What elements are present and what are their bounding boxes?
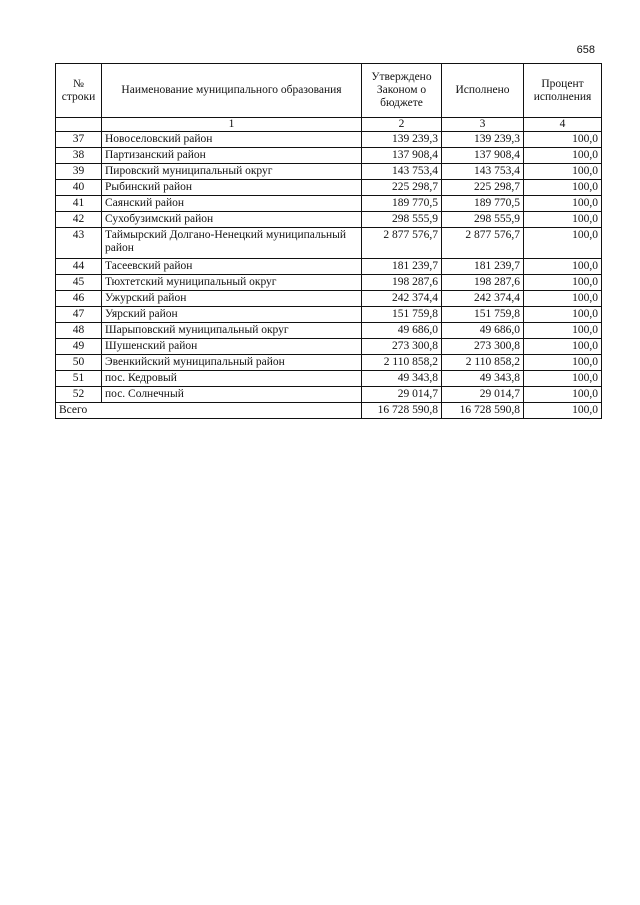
percent-value: 100,0 [524,355,602,371]
table-row [56,339,602,355]
total-row [56,403,602,419]
executed-value: 189 770,5 [442,196,524,212]
approved-value: 198 287,6 [362,275,442,291]
table-row [56,387,602,403]
approved-value: 181 239,7 [362,259,442,275]
header-approved: Утверждено Законом о бюджете [362,64,442,118]
approved-value: 139 239,3 [362,132,442,148]
column-index-4: 4 [524,118,602,132]
executed-value: 198 287,6 [442,275,524,291]
executed-value: 298 555,9 [442,212,524,228]
approved-value: 29 014,7 [362,387,442,403]
approved-value: 143 753,4 [362,164,442,180]
table-row [56,355,602,371]
table-body [56,132,602,403]
table-row [56,323,602,339]
row-number: 42 [56,212,102,228]
executed-value: 181 239,7 [442,259,524,275]
row-number: 51 [56,371,102,387]
row-number: 46 [56,291,102,307]
executed-value: 29 014,7 [442,387,524,403]
row-number: 38 [56,148,102,164]
municipality-name: Шарыповский муниципальный округ [102,323,362,339]
approved-value: 151 759,8 [362,307,442,323]
executed-value: 137 908,4 [442,148,524,164]
percent-value: 100,0 [524,259,602,275]
page-number: 658 [576,44,595,56]
municipality-name: Сухобузимский район [102,212,362,228]
percent-value: 100,0 [524,307,602,323]
municipality-name: Саянский район [102,196,362,212]
total-executed: 16 728 590,8 [442,403,524,419]
percent-value: 100,0 [524,180,602,196]
executed-value: 2 110 858,2 [442,355,524,371]
executed-value: 143 753,4 [442,164,524,180]
executed-value: 49 686,0 [442,323,524,339]
row-number: 47 [56,307,102,323]
percent-value: 100,0 [524,387,602,403]
table-row [56,228,602,259]
municipality-name: Эвенкийский муниципальный район [102,355,362,371]
budget-execution-table [55,63,602,419]
row-number: 39 [56,164,102,180]
percent-value: 100,0 [524,228,602,259]
municipality-name: Шушенский район [102,339,362,355]
row-number: 40 [56,180,102,196]
row-number: 43 [56,228,102,259]
municipality-name: Таймырский Долгано-Ненецкий муниципальный район [102,228,362,259]
municipality-name: Ужурский район [102,291,362,307]
table-row [56,148,602,164]
table-row [56,212,602,228]
executed-value: 49 343,8 [442,371,524,387]
table-row [56,275,602,291]
column-index-3: 3 [442,118,524,132]
percent-value: 100,0 [524,132,602,148]
municipality-name: пос. Солнечный [102,387,362,403]
percent-value: 100,0 [524,275,602,291]
total-approved: 16 728 590,8 [362,403,442,419]
table-row [56,307,602,323]
executed-value: 139 239,3 [442,132,524,148]
row-number: 45 [56,275,102,291]
approved-value: 242 374,4 [362,291,442,307]
row-number: 49 [56,339,102,355]
municipality-name: Пировский муниципальный округ [102,164,362,180]
executed-value: 242 374,4 [442,291,524,307]
percent-value: 100,0 [524,291,602,307]
percent-value: 100,0 [524,371,602,387]
municipality-name: Тасеевский район [102,259,362,275]
column-index-row [56,118,602,132]
executed-value: 2 877 576,7 [442,228,524,259]
row-number: 52 [56,387,102,403]
total-percent: 100,0 [524,403,602,419]
approved-value: 49 343,8 [362,371,442,387]
header-municipality-name: Наименование муниципального образования [102,64,362,118]
municipality-name: пос. Кедровый [102,371,362,387]
approved-value: 298 555,9 [362,212,442,228]
column-index-2: 2 [362,118,442,132]
percent-value: 100,0 [524,148,602,164]
table-row [56,259,602,275]
executed-value: 151 759,8 [442,307,524,323]
approved-value: 49 686,0 [362,323,442,339]
table-row [56,132,602,148]
executed-value: 273 300,8 [442,339,524,355]
table-row [56,291,602,307]
header-row [56,64,602,118]
row-number: 37 [56,132,102,148]
row-number: 41 [56,196,102,212]
column-index-1: 1 [102,118,362,132]
municipality-name: Рыбинский район [102,180,362,196]
approved-value: 137 908,4 [362,148,442,164]
executed-value: 225 298,7 [442,180,524,196]
municipality-name: Уярский район [102,307,362,323]
table-row [56,196,602,212]
percent-value: 100,0 [524,212,602,228]
approved-value: 2 110 858,2 [362,355,442,371]
municipality-name: Партизанский район [102,148,362,164]
total-label: Всего [56,403,362,419]
percent-value: 100,0 [524,164,602,180]
row-number: 48 [56,323,102,339]
table-row [56,371,602,387]
row-number: 44 [56,259,102,275]
municipality-name: Тюхтетский муниципальный округ [102,275,362,291]
percent-value: 100,0 [524,339,602,355]
column-index-blank [56,118,102,132]
municipality-name: Новоселовский район [102,132,362,148]
percent-value: 100,0 [524,323,602,339]
approved-value: 2 877 576,7 [362,228,442,259]
approved-value: 273 300,8 [362,339,442,355]
header-executed: Исполнено [442,64,524,118]
approved-value: 189 770,5 [362,196,442,212]
table-row [56,180,602,196]
header-row-number: № строки [56,64,102,118]
row-number: 50 [56,355,102,371]
percent-value: 100,0 [524,196,602,212]
header-percent: Процент исполнения [524,64,602,118]
approved-value: 225 298,7 [362,180,442,196]
table-row [56,164,602,180]
